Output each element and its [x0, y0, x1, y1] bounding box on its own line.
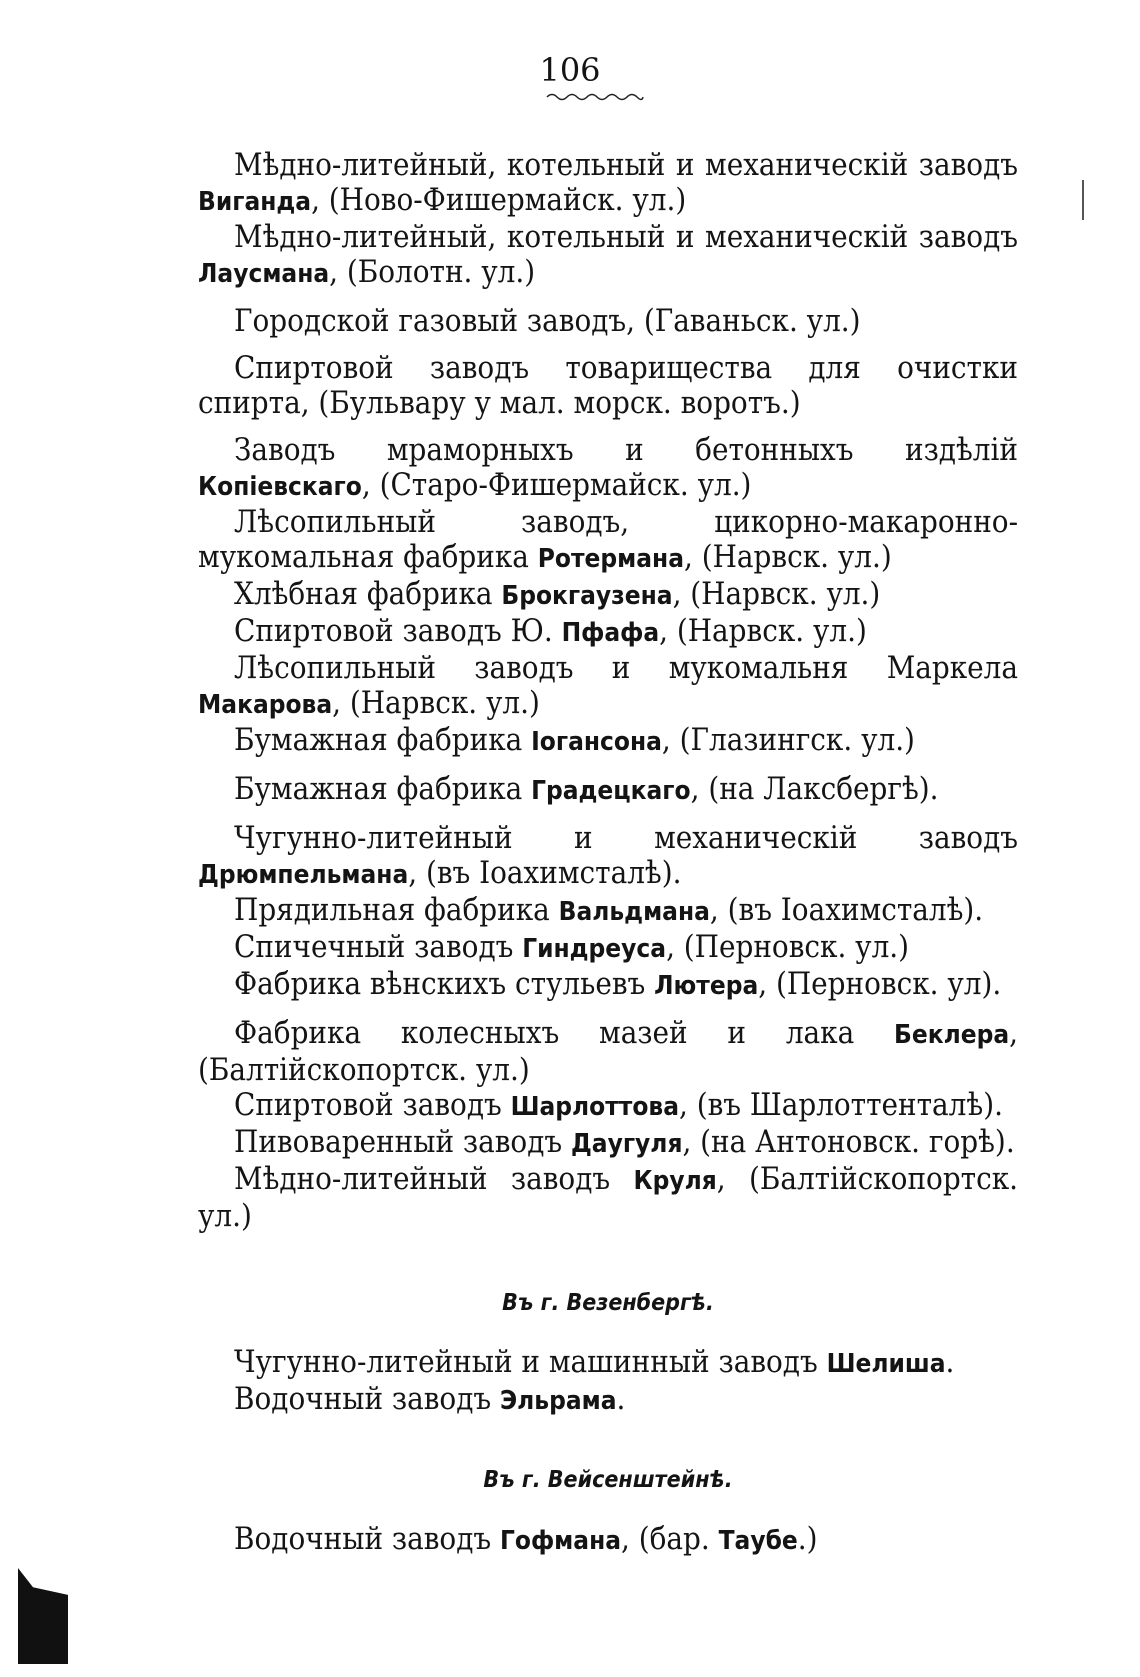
entry-text: Хлѣбная фабрика: [234, 576, 502, 612]
scan-margin-line: [1082, 180, 1084, 220]
entry-address: , (Перновск. ул).: [758, 966, 1002, 1002]
owner-name: Іогансона: [531, 727, 662, 757]
entry-address: , (Нарвск. ул.): [684, 539, 892, 575]
entry-address: , (въ Іоахимсталѣ).: [408, 855, 682, 891]
entry-text: Спичечный заводъ: [234, 929, 523, 965]
entry-text: Спиртовой заводъ: [234, 1087, 511, 1123]
entries-list-main: [198, 148, 1018, 1234]
entry-text: Чугунно-литейный и машинный заводъ: [234, 1344, 827, 1380]
entry-address: , (Болотн. ул.): [329, 254, 536, 290]
list-item: [198, 148, 1018, 220]
entries-list-wesenberg: [198, 1345, 1018, 1419]
entry-address: , (Нарвск. ул.): [672, 576, 881, 612]
entry-address: , (бар.: [621, 1521, 719, 1557]
list-item: [198, 967, 1018, 1004]
page-content: [198, 148, 1018, 1559]
list-item: [198, 1125, 1018, 1162]
entry-address: , (на Антоновск. горѣ).: [682, 1124, 1015, 1160]
page-number: 106: [539, 51, 601, 89]
list-item: [198, 1345, 1018, 1382]
owner-name: Вальдмана: [558, 897, 710, 927]
entry-text: Фабрика вѣнскихъ стульевъ: [234, 966, 655, 1002]
entry-address: , (Нарвск. ул.): [332, 685, 540, 721]
owner-name: Виганда: [198, 187, 312, 217]
entry-text: Мѣдно-литейный, котельный и механическій заводъ: [234, 147, 1018, 183]
list-item: [198, 614, 1018, 651]
entry-text: Бумажная фабрика: [234, 722, 532, 758]
list-item: [198, 220, 1018, 292]
owner-name: Гиндреуса: [522, 934, 667, 964]
entry-address: .): [797, 1521, 818, 1557]
list-item: [198, 821, 1018, 893]
entry-text: Пивоваренный заводъ: [234, 1124, 571, 1160]
list-item: [198, 893, 1018, 930]
list-item: [198, 1382, 1018, 1419]
list-item: [198, 1016, 1018, 1088]
entry-text: Бумажная фабрика: [234, 771, 532, 807]
owner-name: Гофмана: [499, 1526, 622, 1556]
list-item: [198, 351, 1018, 421]
section-heading-weissenstein: Въ г. Вейсенштейнѣ.: [483, 1467, 733, 1493]
owner-name: Пфафа: [561, 618, 660, 648]
list-item: [198, 930, 1018, 967]
list-item: [198, 433, 1018, 505]
entry-address: , (Старо-Фишермайск. ул.): [361, 467, 752, 503]
owner-name: Беклера: [894, 1020, 1010, 1050]
list-item: [198, 304, 1018, 339]
entry-text: Водочный заводъ: [234, 1521, 500, 1557]
entry-address: .: [616, 1381, 626, 1417]
list-item: [198, 505, 1018, 577]
entry-text: Лѣсопильный заводъ, цикорно-макаронно-мукомальная фабрика: [198, 504, 1018, 575]
list-item: [198, 577, 1018, 614]
entry-address: , (на Лаксбергѣ).: [690, 771, 939, 807]
entry-text: Чугунно-литейный и механическій заводъ: [234, 820, 1018, 856]
entries-list-weissenstein: [198, 1522, 1018, 1559]
list-item: [198, 1088, 1018, 1125]
owner-name: Градецкаго: [531, 776, 691, 806]
owner-name: Макарова: [198, 690, 333, 720]
list-item: [198, 1162, 1018, 1234]
entry-address: , (Перновск. ул.): [666, 929, 910, 965]
entry-text: Лѣсопильный заводъ и мукомальня Маркела: [234, 650, 1018, 686]
owner-name: Копіевскаго: [198, 472, 362, 502]
entry-address: , (въ Іоахимсталѣ).: [709, 892, 984, 928]
list-item: [198, 1522, 1018, 1559]
entry-text: Городской газовый заводъ, (Гаваньск. ул.): [234, 303, 861, 339]
entry-address: , (Нарвск. ул.): [659, 613, 867, 649]
entry-address: .: [945, 1344, 955, 1380]
page-number-ornament: [545, 92, 645, 102]
entry-address: , (Ново-Фишермайск. ул.): [311, 182, 687, 218]
owner-name: Брокгаузена: [501, 581, 673, 611]
entry-text: Прядильная фабрика: [234, 892, 559, 928]
entry-text: Спиртовой заводъ товарищества для очистки спирта, (Бульвару у мал. морск. воротъ.): [198, 350, 1018, 421]
entry-address: , (Балтійскопортск. ул.): [198, 1015, 1018, 1088]
entry-text: Мѣдно-литейный, котельный и механическій заводъ: [234, 219, 1018, 255]
owner-name: Эльрама: [499, 1386, 617, 1416]
owner-name: Лаусмана: [198, 259, 330, 289]
entry-text: Заводъ мраморныхъ и бетонныхъ издѣлій: [234, 432, 1018, 468]
entry-text: Спиртовой заводъ Ю.: [234, 613, 562, 649]
entry-address: , (въ Шарлоттенталѣ).: [679, 1087, 1003, 1123]
entry-text: Мѣдно-литейный заводъ: [234, 1161, 634, 1197]
entry-text: Водочный заводъ: [234, 1381, 500, 1417]
owner-name: Даугуля: [570, 1129, 683, 1159]
entry-address: , (Балтійскопортск. ул.): [198, 1161, 1018, 1234]
section-heading-wesenberg: Въ г. Везенбергѣ.: [502, 1290, 714, 1316]
list-item: [198, 772, 1018, 809]
owner-name: Лютера: [654, 971, 759, 1001]
list-item: [198, 651, 1018, 723]
owner-name: Дрюмпельмана: [198, 860, 409, 890]
owner-name: Шелиша: [826, 1349, 946, 1379]
owner-name: Ротермана: [537, 544, 684, 574]
owner-name: Круля: [633, 1166, 717, 1196]
entry-address: , (Глазингск. ул.): [661, 722, 915, 758]
owner-name: Таубе: [718, 1526, 798, 1556]
owner-name: Шарлоттова: [510, 1092, 679, 1122]
scan-edge-mark: [18, 1568, 68, 1664]
list-item: [198, 723, 1018, 760]
entry-text: Фабрика колесныхъ мазей и лака: [234, 1015, 895, 1051]
